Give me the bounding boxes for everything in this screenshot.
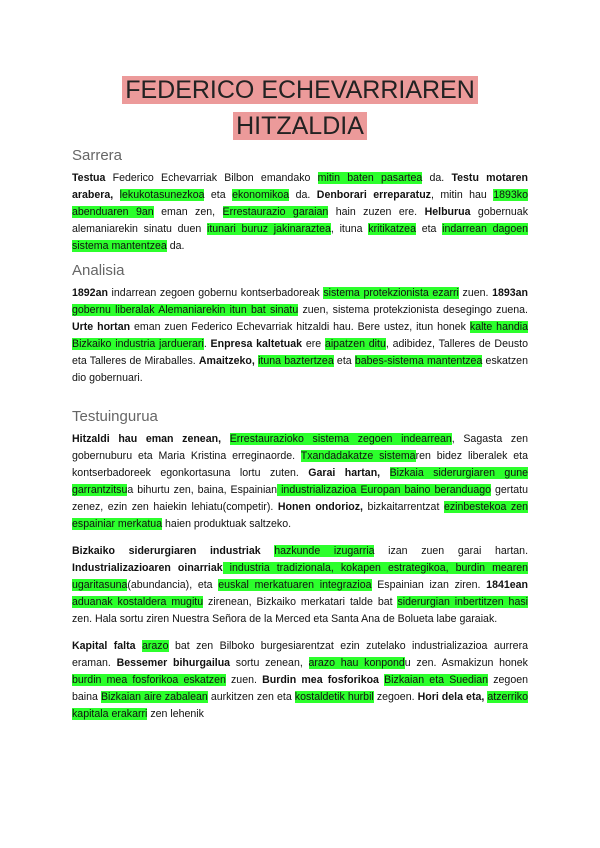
text-run: (abundancia), eta	[127, 579, 219, 591]
highlighted-text: aduanak kostaldera mugitu	[72, 596, 204, 608]
title-line-2: HITZALDIA	[233, 112, 367, 140]
bold-text: 1892an	[72, 287, 108, 299]
highlighted-text: Bizkaian aire zabalean	[100, 691, 208, 703]
text-run: da.	[422, 172, 452, 184]
highlighted-text: lekukotasunezkoa	[119, 189, 205, 201]
text-run: eta	[333, 355, 355, 367]
text-run: Federico Echevarriak Bilbon emandako	[105, 172, 318, 184]
section-analisia	[72, 262, 528, 387]
text-run: izan zuen garai hartan.	[374, 545, 529, 557]
highlighted-text: Bizkaia siderurgiaren gune garrantzitsu	[72, 467, 528, 496]
text-run	[113, 189, 119, 201]
bold-text: Helburua	[424, 206, 471, 218]
bold-text: Hori dela eta,	[417, 691, 485, 703]
highlighted-text: kostaldetik hurbil	[294, 691, 374, 703]
paragraph	[72, 431, 528, 533]
text-run: bat zen Bilboko burgesiarentzat ezin zutelako industrializazioa aurrera eraman.	[72, 640, 528, 669]
paragraph	[72, 285, 528, 387]
highlighted-text: Txandadakatze sistema	[300, 450, 416, 462]
paragraph	[72, 170, 528, 255]
text-run: indarrean zegoen gobernu kontserbadoreak	[107, 287, 324, 299]
text-run: eman zuen Federico Echevarriak hitzaldi hau. Bere ustez, itun honek	[130, 321, 470, 333]
section-heading: Sarrera	[72, 147, 123, 164]
text-run: da.	[289, 189, 317, 201]
text-run	[261, 545, 275, 557]
text-run: hain zuzen ere.	[328, 206, 425, 218]
text-run: zen lehenik	[147, 708, 204, 720]
text-run: gobernuak alemaniarekin sinatu duen	[72, 206, 528, 235]
text-run: Espainian izan ziren.	[371, 579, 487, 591]
text-run: .	[203, 338, 211, 350]
highlighted-text: atzerriko kapitala erakarri	[72, 691, 528, 720]
text-run: eskatzen dio gobernuari.	[72, 355, 528, 384]
highlighted-text: ekonomikoa	[232, 189, 290, 201]
bold-text: Amaitzeko,	[198, 355, 255, 367]
highlighted-text: burdin mea fosforikoa eskatzen	[72, 674, 226, 686]
highlighted-text: euskal merkatuaren integrazioa	[218, 579, 372, 591]
highlighted-text: arazo	[142, 640, 169, 652]
text-run: zegoen.	[373, 691, 418, 703]
bold-text: Burdin mea fosforikoa	[262, 674, 379, 686]
document-title	[0, 0, 600, 144]
text-run: , adibidez, Talleres de Deusto eta Talleres de Miraballes.	[72, 338, 528, 367]
highlighted-text: Errestaurazioko sistema zegoen indearrean	[229, 433, 452, 445]
text-run: aurkitzen zen eta	[207, 691, 295, 703]
section-testuingurua	[72, 408, 528, 723]
text-run: u zen. Asmakizun honek	[404, 657, 528, 669]
text-run: zirenean, Bizkaiko merkatari talde bat	[203, 596, 398, 608]
bold-text: Kapital falta	[72, 640, 136, 652]
highlighted-text: Bizkaian eta Suedian	[384, 674, 489, 686]
text-run: zuen.	[458, 287, 493, 299]
bold-text: Bizkaiko siderurgiaren industriak	[72, 545, 261, 557]
text-run: eta	[204, 189, 233, 201]
bold-text: Industrializazioaren oinarriak	[72, 562, 223, 574]
section-heading: Analisia	[72, 262, 125, 279]
text-run: , mitin hau	[430, 189, 494, 201]
highlighted-text: industrializazioa Europan baino beranduago	[277, 484, 491, 496]
text-run: zen. Hala sortu ziren Nuestra Señora de la Merced eta Santa Ana de Bolueta labe garaiak.	[72, 613, 498, 625]
highlighted-text: industria tradizionala, kokapen estrategikoa, burdin mearen ugaritasuna	[72, 562, 529, 591]
section-heading: Testuingurua	[72, 408, 158, 425]
highlighted-text: mitin baten pasartea	[317, 172, 423, 184]
text-run: bizkaitarrentzat	[363, 501, 444, 513]
text-run: eman zen,	[153, 206, 223, 218]
text-run: sortu zenean,	[230, 657, 309, 669]
highlighted-text: kritikatzea	[368, 223, 416, 235]
highlighted-text: ezinbestekoa zen espainiar merkatua	[72, 501, 528, 530]
bold-text: Urte hortan	[72, 321, 131, 333]
text-run: ren bidez liberalek eta kontserbadoreek egonkortasuna lortu zuten.	[72, 450, 528, 479]
bold-text: Denborari erreparatuz	[316, 189, 431, 201]
bold-text: 1893an	[492, 287, 528, 299]
bold-text: Bessemer bihurgailua	[116, 657, 231, 669]
text-run: gertatu zenez, ezin zen haiekin lehiatu(competir).	[72, 484, 528, 513]
highlighted-text: 1893ko abenduaren 9an	[72, 189, 528, 218]
text-run: ere	[302, 338, 325, 350]
bold-text: 1841ean	[486, 579, 528, 591]
bold-text: Hitzaldi hau eman zenean,	[72, 433, 222, 445]
text-run: zuen, sistema protekzionista desegingo zuena.	[298, 304, 528, 316]
text-run: da.	[166, 240, 185, 252]
paragraph	[72, 638, 528, 723]
text-run: zegoen baina	[72, 674, 528, 703]
text-run: , Sagasta zen gobernuburu eta Maria Kristina erreginaorde.	[72, 433, 528, 462]
highlighted-text: kalte handia Bizkaiko industria jarduerari	[72, 321, 528, 350]
highlighted-text: Errestaurazio garaian	[222, 206, 329, 218]
section-sarrera	[72, 147, 528, 255]
text-run: zuen.	[225, 674, 263, 686]
text-run: a bihurtu zen, baina, Espainian	[127, 484, 278, 496]
text-run: , ituna	[330, 223, 369, 235]
text-run	[380, 467, 389, 479]
text-run: eta	[415, 223, 443, 235]
bold-text: Enpresa kaltetuak	[210, 338, 303, 350]
highlighted-text: siderurgian inbertitzen hasi	[397, 596, 528, 608]
bold-text: Testu motaren arabera,	[72, 172, 528, 201]
bold-text: Honen ondorioz,	[277, 501, 364, 513]
highlighted-text: gobernu liberalak Alemaniarekin itun bat sinatu	[72, 304, 299, 316]
highlighted-text: sistema protekzionista ezarri	[323, 287, 459, 299]
highlighted-text: aipatzen ditu	[324, 338, 386, 350]
highlighted-text: indarrean dagoen sistema mantentzea	[72, 223, 528, 252]
paragraph	[72, 543, 528, 628]
highlighted-text: hazkunde izugarria	[274, 545, 375, 557]
highlighted-text: itunari buruz jakinaraztea	[206, 223, 331, 235]
title-line-1: FEDERICO ECHEVARRIAREN	[122, 76, 478, 104]
highlighted-text: babes-sistema mantentzea	[354, 355, 483, 367]
highlighted-text: arazo hau konpond	[308, 657, 405, 669]
text-run: haien produktuak saltzeko.	[162, 518, 292, 530]
bold-text: Garai hartan,	[308, 467, 381, 479]
bold-text: Testua	[72, 172, 106, 184]
highlighted-text: ituna baztertzea	[258, 355, 334, 367]
text-run	[221, 433, 230, 445]
